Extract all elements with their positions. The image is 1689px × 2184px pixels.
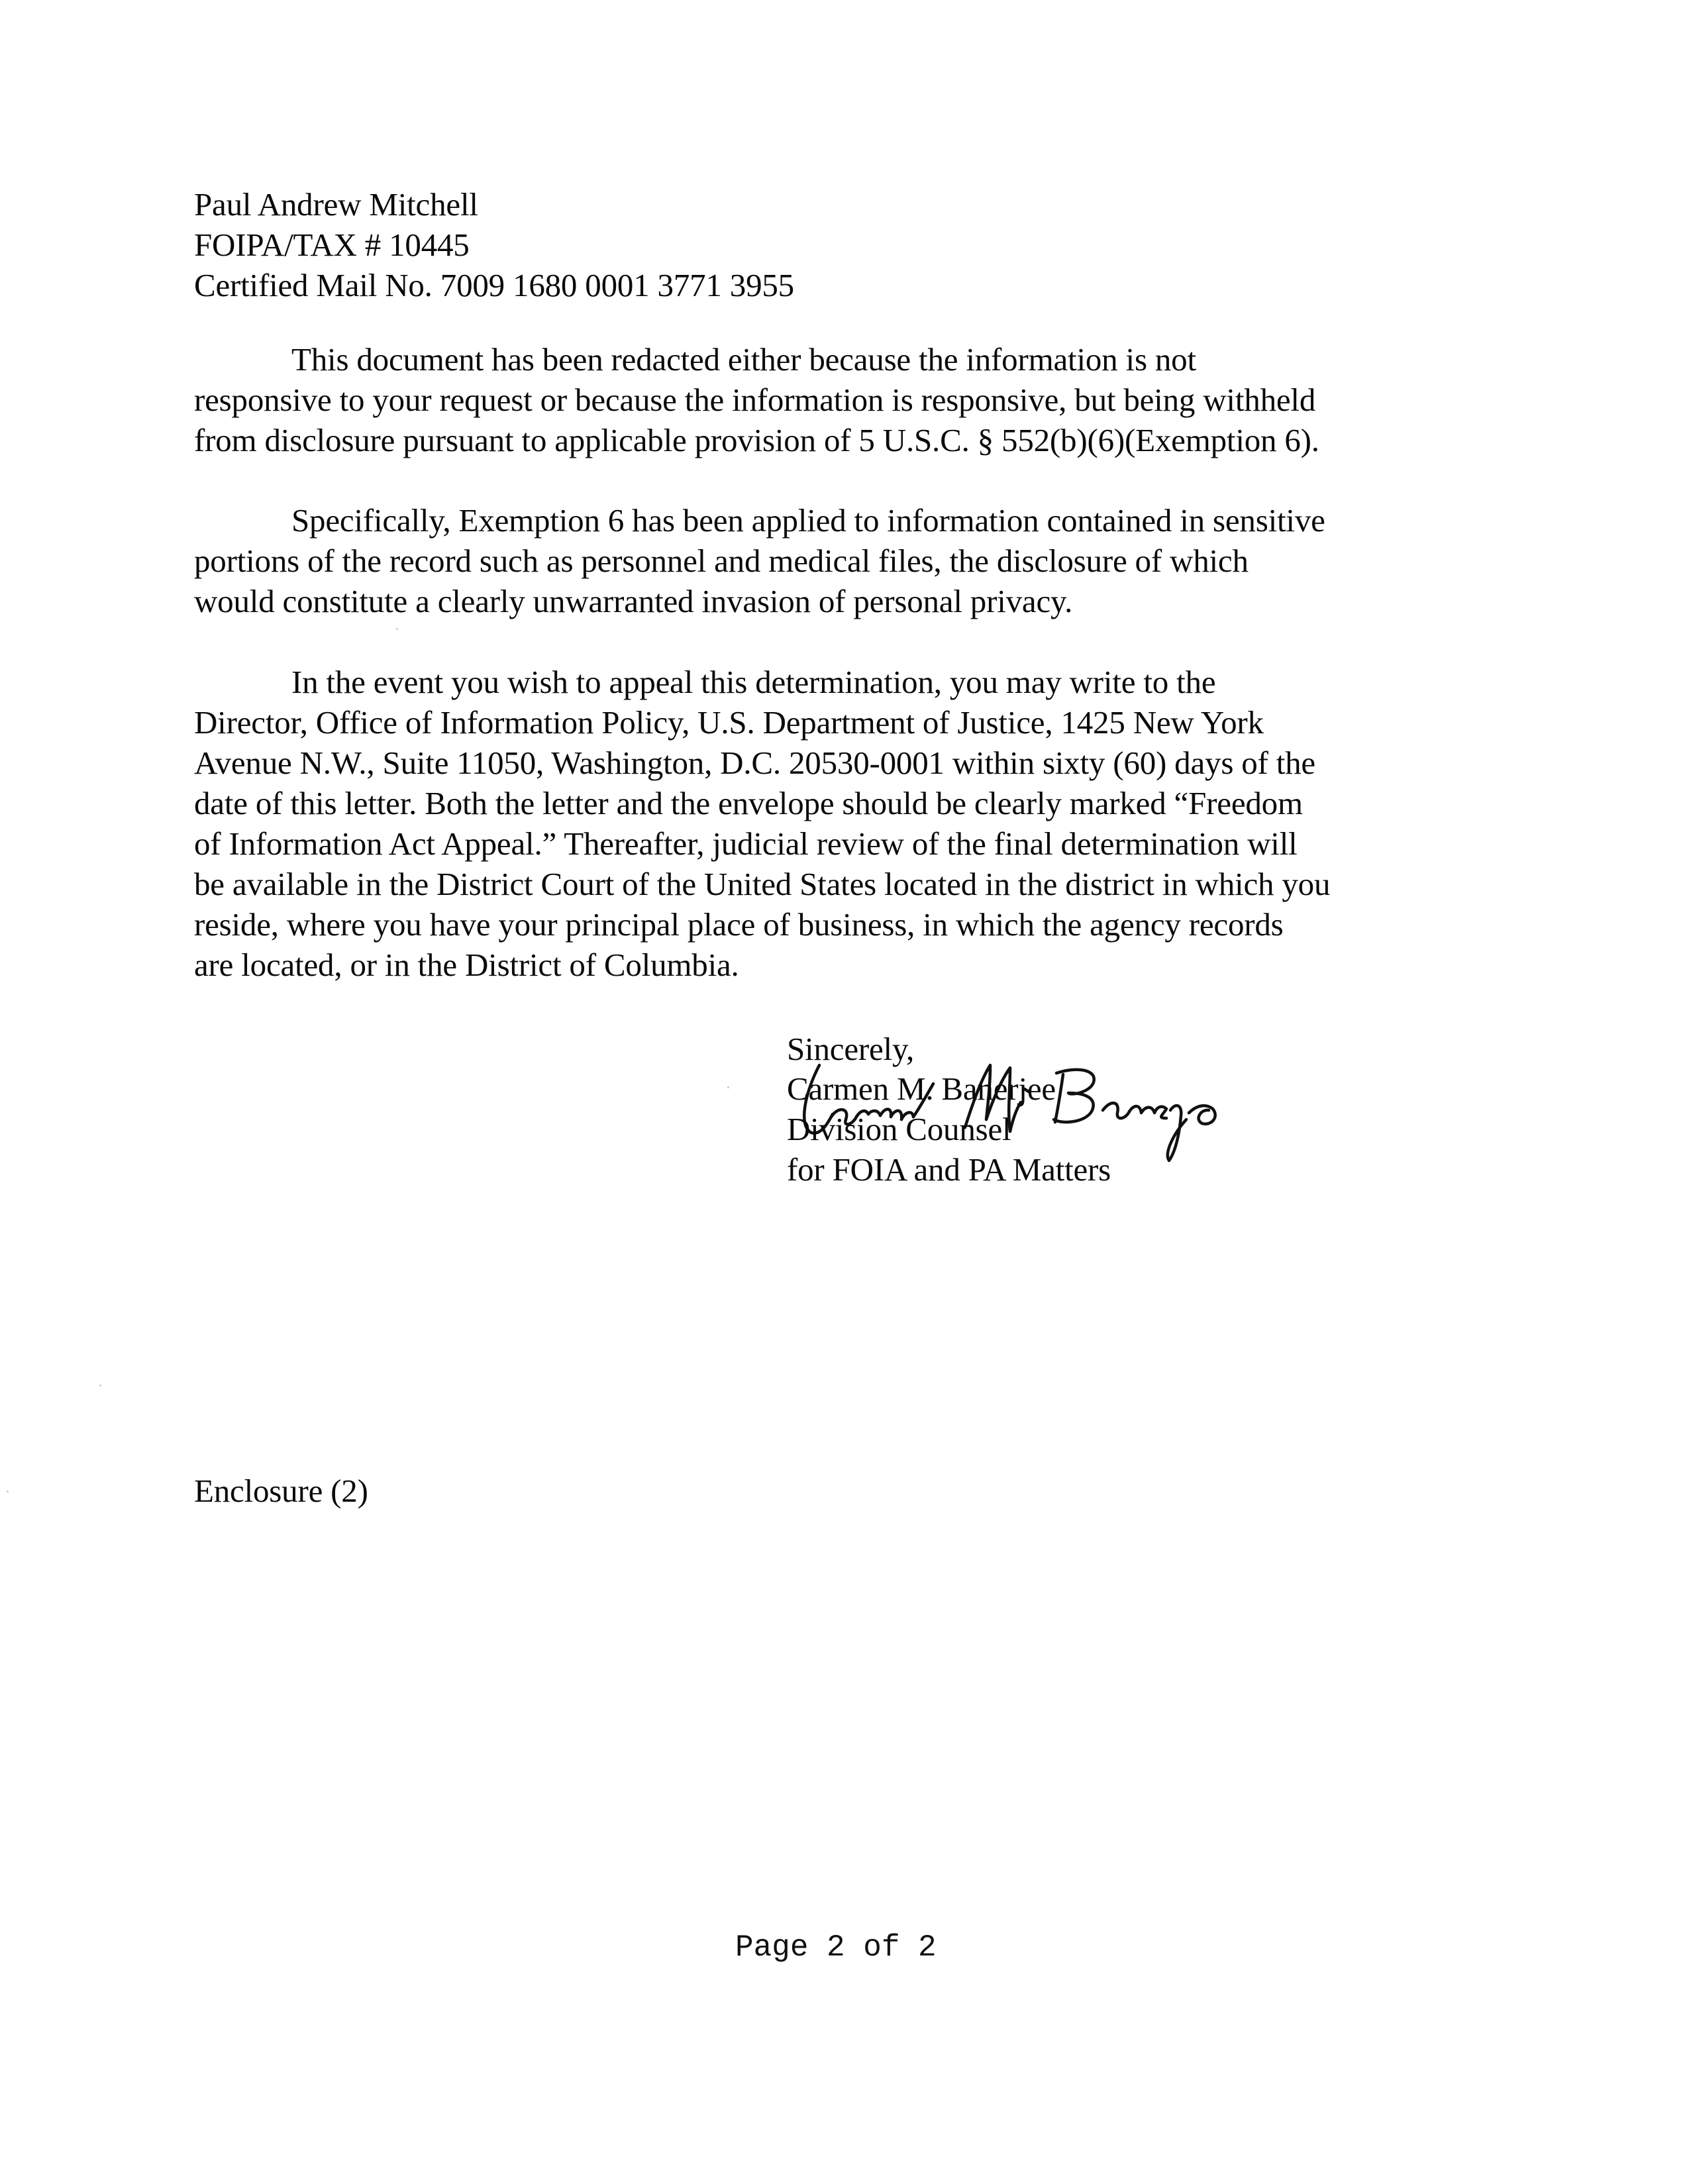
scan-speck [7,1490,9,1492]
paragraph-line: responsive to your request or because the information is responsive, but being withheld [194,382,1316,418]
enclosure-note: Enclosure (2) [194,1473,368,1509]
paragraph-line: This document has been redacted either because the information is not [291,341,1196,378]
signer-title-line-1: Division Counsel [787,1111,1011,1147]
reference-number: FOIPA/TAX # 10445 [194,227,470,263]
recipient-name: Paul Andrew Mitchell [194,186,478,223]
paragraph-line: would constitute a clearly unwarranted invasion of personal privacy. [194,583,1073,619]
certified-mail-number: Certified Mail No. 7009 1680 0001 3771 3955 [194,267,794,303]
closing-salutation: Sincerely, [787,1031,915,1067]
paragraph-line: Specifically, Exemption 6 has been applied to information contained in sensitive [291,502,1325,539]
paragraph-line: date of this letter. Both the letter and the envelope should be clearly marked “Freedom [194,785,1303,821]
paragraph-line: from disclosure pursuant to applicable provision of 5 U.S.C. § 552(b)(6)(Exemption 6). [194,422,1319,458]
paragraph-line: Director, Office of Information Policy, U.S. Department of Justice, 1425 New York [194,704,1264,741]
paragraph-line: are located, or in the District of Columbia. [194,947,739,983]
paragraph-line: Avenue N.W., Suite 11050, Washington, D.C. 20530-0001 within sixty (60) days of the [194,745,1315,781]
paragraph-line: portions of the record such as personnel and medical files, the disclosure of which [194,543,1249,579]
scan-speck [727,1086,729,1088]
signer-name: Carmen M. Banerjee [787,1070,1056,1107]
paragraph-line: reside, where you have your principal place of business, in which the agency records [194,906,1284,943]
paragraph-line: be available in the District Court of the United States located in the district in which you [194,866,1331,902]
scan-speck [99,1384,101,1386]
paragraph-line: In the event you wish to appeal this determination, you may write to the [291,664,1216,700]
page-number-footer: Page 2 of 2 [735,1930,937,1965]
scan-speck [396,628,398,630]
signer-title-line-2: for FOIA and PA Matters [787,1151,1111,1188]
paragraph-line: of Information Act Appeal.” Thereafter, judicial review of the final determination will [194,825,1298,862]
